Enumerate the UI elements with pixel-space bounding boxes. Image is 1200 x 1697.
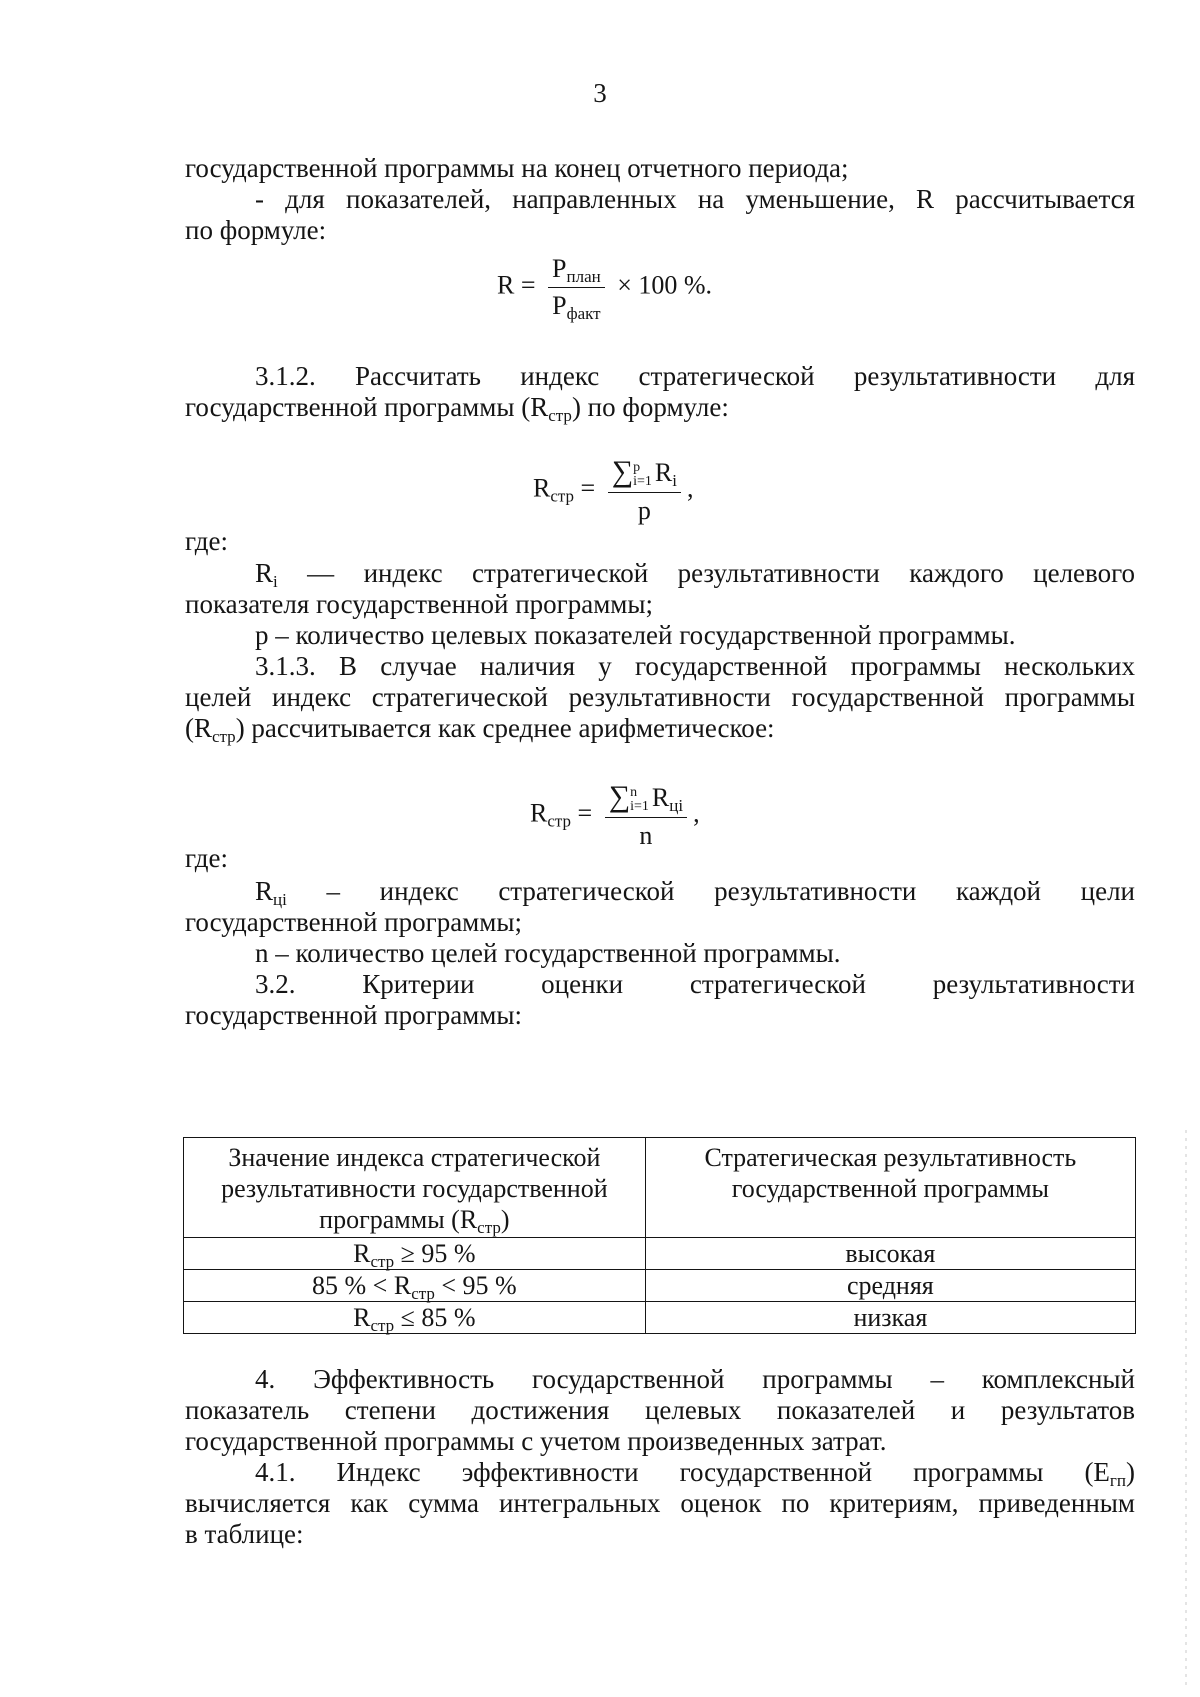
- table-cell: 85 % < $R_{стр} < 95$ %: [184, 1270, 646, 1302]
- definition-rci-line1: $R_{цi}$ – индекс стратегической результативности каждой цели: [255, 876, 1135, 909]
- table-cell: $R_{стр} \ge 95$ %: [184, 1238, 646, 1270]
- formula-fraction: ∑n i=1 $R_{цi}$ n: [605, 780, 687, 851]
- paragraph-41-line2: вычисляется как сумма интегральных оценок по критериям, приведенным: [185, 1488, 1135, 1518]
- paragraph-41-line3: в таблице:: [185, 1519, 304, 1549]
- table-row: [184, 1270, 1136, 1302]
- formula-fraction: ∑p i=1 $R_i$ p: [608, 455, 681, 526]
- table-row: [184, 1238, 1136, 1270]
- paragraph-32-line2: государственной программы:: [185, 1000, 522, 1030]
- scan-edge-mark: [1185, 1130, 1187, 1690]
- table-cell: $R_{стр} \le 85$ %: [184, 1302, 646, 1334]
- formula-r-decrease: R = $\frac{P_{план}}{P_{факт}}$ × 100 %.: [497, 254, 713, 323]
- paragraph-313-line3: $(R_{стр})$ рассчитывается как среднее арифметическое:: [185, 713, 775, 746]
- paragraph-4-line3: государственной программы с учетом произведенных затрат.: [185, 1426, 887, 1456]
- paragraph-decrease-line1: - для показателей, направленных на уменьшение, R рассчитывается: [255, 184, 1135, 214]
- where-label-2: где:: [185, 843, 228, 873]
- formula-r-str-goals: $R_{стр}$ = ∑n i=1 $R_{цi}$ n ,: [530, 780, 700, 851]
- definition-p: p – количество целевых показателей государственной программы.: [255, 620, 1016, 650]
- paragraph-312-line1: 3.1.2. Рассчитать индекс стратегической результативности для: [255, 361, 1135, 391]
- paragraph-decrease-line2: по формуле:: [185, 215, 327, 245]
- paragraph-continuation: государственной программы на конец отчетного периода;: [185, 153, 849, 183]
- paragraph-41-line1: 4.1. Индекс эффективности государственной программы $(Е_{гп})$: [255, 1457, 1135, 1490]
- formula-fraction: $\frac{P_{план}}{P_{факт}}$: [548, 254, 605, 321]
- table-header-cell: Значение индекса стратегической результативности государственной программы $(R_{стр})$: [184, 1138, 646, 1238]
- table-header-cell: Стратегическая результативность государственной программы: [645, 1138, 1135, 1238]
- table-cell: высокая: [645, 1238, 1135, 1270]
- table-cell: средняя: [645, 1270, 1135, 1302]
- formula-r-str-indicators: $R_{стр}$ = ∑p i=1 $R_i$ p ,: [533, 455, 694, 526]
- paragraph-4-line1: 4. Эффективность государственной программы – комплексный: [255, 1364, 1135, 1394]
- definition-ri-line1: $R_i$ — индекс стратегической результативности каждого целевого: [255, 558, 1136, 591]
- paragraph-32-line1: 3.2. Критерии оценки стратегической результативности: [255, 969, 1135, 999]
- definition-n: n – количество целей государственной программы.: [255, 938, 841, 968]
- criteria-table: [183, 1137, 1136, 1334]
- where-label-1: где:: [185, 526, 228, 556]
- page-number: 3: [593, 78, 607, 108]
- paragraph-313-line2: целей индекс стратегической результативности государственной программы: [185, 682, 1135, 712]
- table-header-row: [184, 1138, 1136, 1238]
- table-cell: низкая: [645, 1302, 1135, 1334]
- definition-rci-line2: государственной программы;: [185, 907, 522, 937]
- table-row: [184, 1302, 1136, 1334]
- definition-ri-line2: показателя государственной программы;: [185, 589, 654, 619]
- paragraph-4-line2: показатель степени достижения целевых показателей и результатов: [185, 1395, 1135, 1425]
- paragraph-313-line1: 3.1.3. В случае наличия у государственной программы нескольких: [255, 651, 1135, 681]
- paragraph-312-line2: государственной программы $(R_{стр})$ по формуле:: [185, 392, 729, 425]
